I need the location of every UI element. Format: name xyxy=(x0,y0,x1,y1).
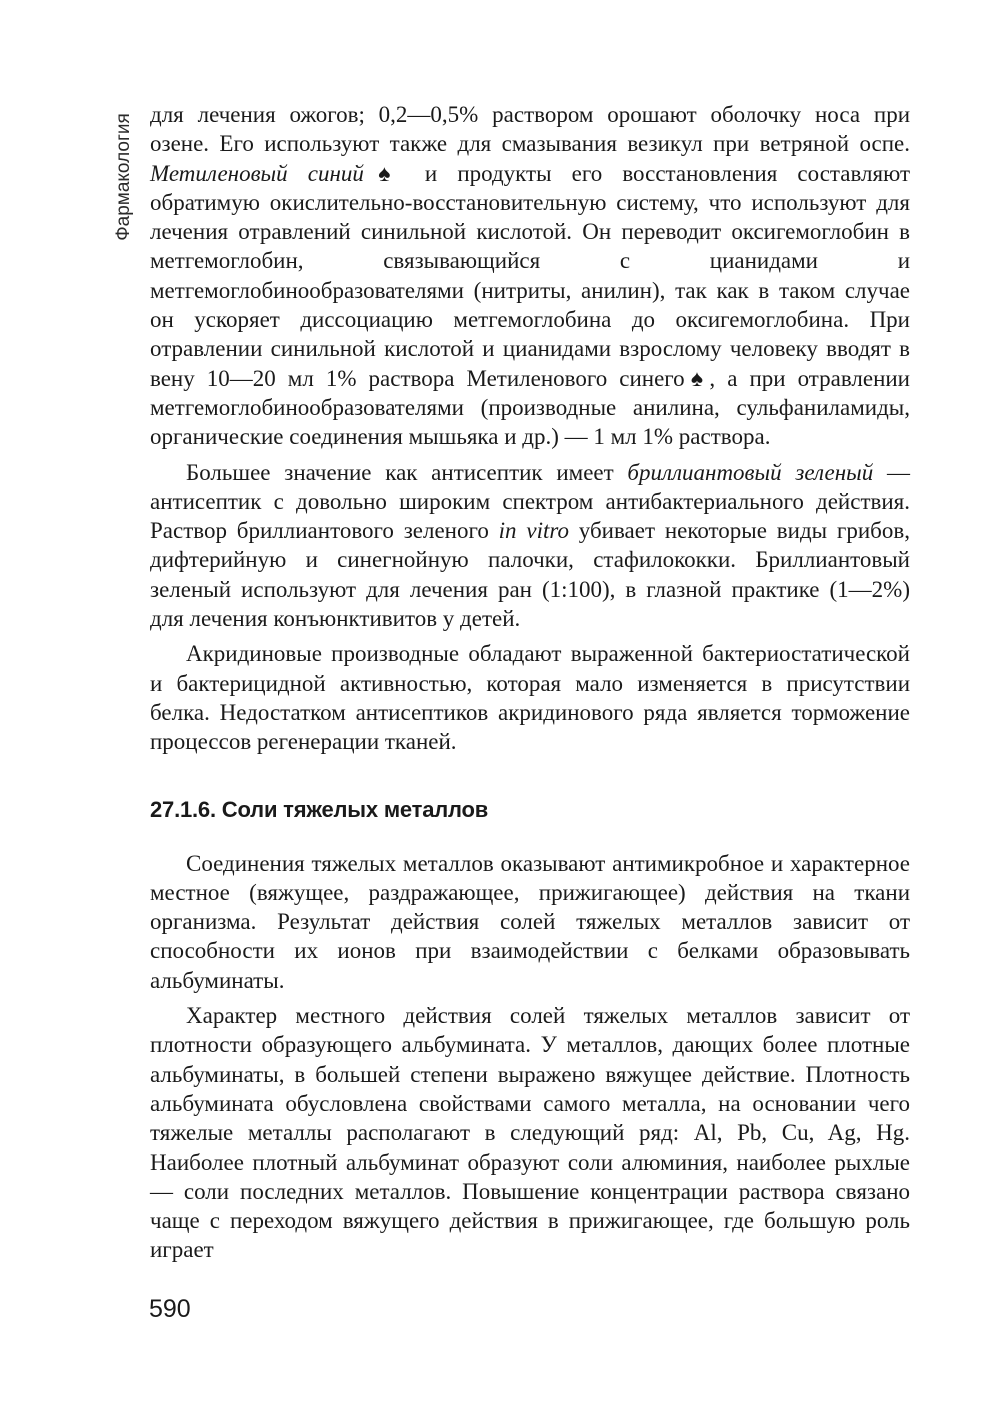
paragraph-2-latin: in vitro xyxy=(498,518,569,544)
paragraph-5: Характер местного действия солей тяжелых металлов зависит от плотности образующего альбумината. У металлов, дающих более плотные альбуминаты, в большей степени выражено вяжущее действие. Плотность альбумината обусловлена свойствами самого металла, на основании чего тяжелые металлы располагают в следующий ряд: Al, Pb, Cu, Ag, Hg. Наиболее плотный альбуминат образуют соли алюминия, наиболее рыхлые — соли последних металлов. Повышение концентрации раствора связано чаще с переходом вяжущего действия в прижигающее, где большую роль играет xyxy=(150,1003,910,1263)
side-label-text: Фармакология xyxy=(113,113,134,241)
paragraph-3: Акридиновые производные обладают выраженной бактериостатической и бактерицидной активностью, которая мало изменяется в присутствии белка. Недостатком антисептиков акридинового ряда является торможение процессов регенерации тканей. xyxy=(150,641,910,755)
paragraph-1-text-c: ♠ и продукты его восстановления составляют обратимую окислительно-восстановительную систему, что используют для лечения отравлений синильной кислотой. Он переводит оксигемоглобин в метгемоглобин, связывающийся с цианидами и метгемоглобинообразователями (нитриты, анилин), так как в таком случае он ускоряет диссоциацию метгемоглобина до оксигемоглобина. При отравлении синильной кислотой и цианидами взрослому человеку вводят в вену 10—20 мл 1% раствора Метиленового синего♠, а при отравлении метгемоглобинообразователями (производные анилина, сульфаниламиды, органические соединения мышьяка и др.) — 1 мл 1% раствора. xyxy=(150,160,910,450)
paragraph-4: Соединения тяжелых металлов оказывают антимикробное и характерное местное (вяжущее, раздражающее, прижигающее) действия на ткани организма. Результат действия солей тяжелых металлов зависит от способности их ионов при взаимодействии с белками образовывать альбуминаты. xyxy=(150,850,910,993)
running-header-side xyxy=(113,102,135,252)
page-number: 590 xyxy=(149,1295,191,1323)
paragraph-2-text-a: Большее значение как антисептик имеет xyxy=(186,459,628,485)
paragraph-2 xyxy=(150,458,910,634)
paragraph-1-term: Метиленовый синий xyxy=(150,160,364,186)
paragraph-2-text-e: убивает некоторые виды грибов, дифтерийную и синегнойную палочки, стафилококки. Бриллиантовый зеленый используют для лечения ран (1:100), в глазной практике (1—2%) для лечения конъюнктивитов у детей. xyxy=(150,518,910,632)
paragraph-2-term: бриллиантовый зеленый xyxy=(627,459,874,485)
paragraph-2-text-c: — антисептик с довольно широким спектром антибактериального действия. Раствор бриллиантового зеленого xyxy=(150,459,910,544)
paragraph-1-text-a: для лечения ожогов; 0,2—0,5% раствором орошают оболочку носа при озене. Его используют также для смазывания везикул при ветряной оспе. xyxy=(150,102,910,157)
section-heading: 27.1.6. Соли тяжелых металлов xyxy=(150,796,489,822)
page-body xyxy=(150,100,910,1265)
paragraph-1 xyxy=(150,100,910,452)
